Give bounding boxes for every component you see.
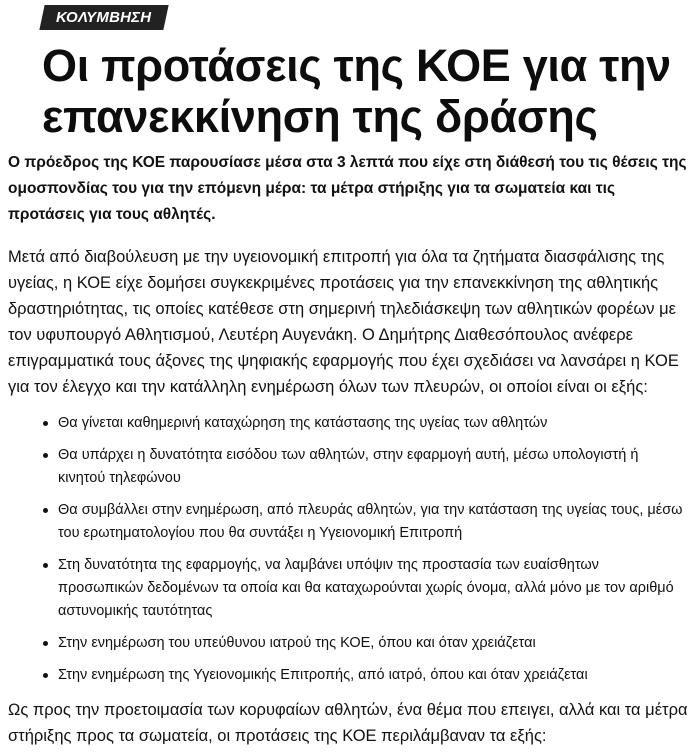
article-title: Οι προτάσεις της ΚΟΕ για την επανεκκίνηση της δράσης bbox=[42, 40, 671, 142]
bullet-list bbox=[8, 412, 684, 696]
bullet-item: Στην ενημέρωση της Υγειονομικής Επιτροπής, από ιατρό, όπου και όταν χρειάζεται bbox=[8, 664, 684, 687]
category-label-text: ΚΟΛΥΜΒΗΣΗ bbox=[56, 9, 152, 26]
bullet-item: Στην ενημέρωση του υπεύθυνου ιατρού της ΚΟΕ, όπου και όταν χρειάζεται bbox=[8, 632, 684, 655]
article-lead: Ο πρόεδρος της ΚΟΕ παρουσίασε μέσα στα 3 λεπτά που είχε στη διάθεσή του τις θέσεις της ομοσπονδίας του για την επόμενη μέρα: τα μέτρα στήριξης για τα σωματεία και τις προτάσεις για τους αθλητές. bbox=[8, 154, 687, 223]
bullet-item: Θα υπάρχει η δυνατότητα εισόδου των αθλητών, στην εφαρμογή αυτή, μέσω υπολογιστή ή κινητού τηλεφώνου bbox=[8, 444, 684, 490]
category-label[interactable] bbox=[39, 5, 168, 30]
body-paragraph-2: Ως προς την προετοιμασία των κορυφαίων αθλητών, ένα θέμα που επειγει, αλλά και τα μέτρα στήριξης προς τα σωματεία, οι προτάσεις της ΚΟΕ περιλάμβαναν τα εξής: bbox=[8, 701, 688, 745]
body-paragraph-1: Μετά από διαβούλευση με την υγειονομική επιτροπή για όλα τα ζητήματα διασφάλισης της υγείας, η ΚΟΕ είχε δομήσει συγκεκριμένες προτάσεις για την επανεκκίνηση της αθλητικής δραστηριότητας, τις οποίες κατέθεσε στη σημερινή τηλεδιάσκεψη των αθλητικών φορέων με τον υφυπουργό Αθλητισμού, Λευτέρη Αυγενάκη. Ο Δημήτρης Διαθεσόπουλος ανέφερε επιγραμματικά τους άξονες της ψηφιακής εφαρμογής που έχει σχεδιάσει να λανσάρει η ΚΟΕ για τον έλεγχο και την κατάλληλη ενημέρωση όλων των πλευρών, οι οποίοι είναι οι εξής: bbox=[8, 248, 679, 396]
bullet-item: Θα συμβάλλει στην ενημέρωση, από πλευράς αθλητών, για την κατάσταση της υγείας τους, μέσω του ερωτηματολογίου που θα συντάξει η Υγειονομική Επιτροπή bbox=[8, 499, 684, 545]
bullet-item: Θα γίνεται καθημερινή καταχώρηση της κατάστασης της υγείας των αθλητών bbox=[8, 412, 684, 435]
bullet-item: Στη δυνατότητα της εφαρμογής, να λαμβάνει υπόψιν της προστασία των ευαίσθητων προσωπικών δεδομένων τα οποία και θα καταχωρούνται χωρίς όνομα, αλλά μόνο με τον αριθμό αστυνομικής ταυτότητας bbox=[8, 554, 684, 623]
